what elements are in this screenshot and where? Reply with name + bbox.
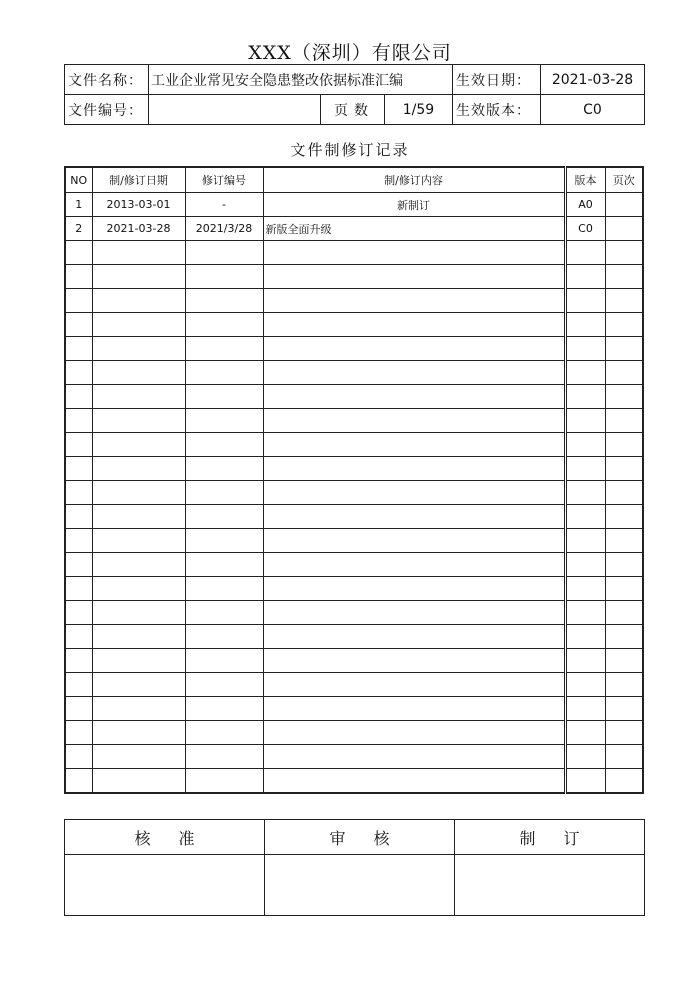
cell-content: [263, 337, 565, 361]
cell-date: [92, 625, 185, 649]
cell-page: [605, 217, 643, 241]
table-row: [65, 553, 643, 577]
cell-page: [605, 697, 643, 721]
company-title: XXX（深圳）有限公司: [248, 42, 452, 64]
cell-version: [565, 649, 605, 673]
cell-page: [605, 673, 643, 697]
cell-number: [185, 673, 263, 697]
cell-date: [92, 697, 185, 721]
cell-content: [263, 481, 565, 505]
table-row: [65, 457, 643, 481]
cell-no: [65, 481, 92, 505]
cell-content: [263, 361, 565, 385]
cell-content: [263, 769, 565, 794]
col-header-number: 修订编号: [185, 167, 263, 193]
col-header-content: 制/修订内容: [263, 167, 565, 193]
approve-label: 核准: [65, 820, 265, 855]
cell-number: 2021/3/28: [185, 217, 263, 241]
cell-content: [263, 313, 565, 337]
cell-version: [565, 457, 605, 481]
cell-content: [263, 745, 565, 769]
cell-content: [263, 625, 565, 649]
cell-number: [185, 433, 263, 457]
cell-no: [65, 505, 92, 529]
version-label: 生效版本：: [453, 95, 541, 125]
cell-date: [92, 457, 185, 481]
table-row: [65, 529, 643, 553]
cell-version: [565, 601, 605, 625]
table-row: [65, 313, 643, 337]
cell-version: [565, 289, 605, 313]
cell-date: [92, 673, 185, 697]
cell-version: [565, 553, 605, 577]
cell-no: [65, 625, 92, 649]
effective-date-value: 2021-03-28: [541, 65, 645, 95]
table-row: [65, 433, 643, 457]
cell-version: [565, 481, 605, 505]
table-row: [65, 649, 643, 673]
cell-content: [263, 649, 565, 673]
cell-number: [185, 721, 263, 745]
pages-value: 1/59: [385, 95, 453, 125]
col-header-no: NO: [65, 167, 92, 193]
table-row: [65, 217, 643, 241]
cell-page: [605, 481, 643, 505]
cell-version: [565, 625, 605, 649]
col-header-version: 版本: [565, 167, 605, 193]
cell-page: [605, 529, 643, 553]
cell-number: [185, 577, 263, 601]
cell-page: [605, 313, 643, 337]
cell-date: [92, 265, 185, 289]
cell-date: [92, 289, 185, 313]
cell-date: [92, 337, 185, 361]
cell-content: [263, 721, 565, 745]
table-row: [65, 745, 643, 769]
cell-no: [65, 721, 92, 745]
cell-number: [185, 337, 263, 361]
cell-no: [65, 289, 92, 313]
table-row: [65, 697, 643, 721]
cell-version: [565, 673, 605, 697]
cell-number: [185, 265, 263, 289]
cell-version: [565, 313, 605, 337]
cell-page: [605, 337, 643, 361]
cell-content: [263, 265, 565, 289]
cell-no: [65, 433, 92, 457]
effective-date-label: 生效日期：: [453, 65, 541, 95]
document-info-table: [64, 64, 645, 95]
approve-signature-cell[interactable]: [65, 855, 265, 916]
cell-content: [263, 289, 565, 313]
cell-version: [565, 409, 605, 433]
cell-page: [605, 601, 643, 625]
table-row: [65, 385, 643, 409]
table-row: [65, 601, 643, 625]
cell-number: [185, 745, 263, 769]
file-name-value: 工业企业常见安全隐患整改依据标准汇编: [149, 65, 453, 95]
cell-number: [185, 625, 263, 649]
signature-table: [64, 819, 645, 916]
cell-content: [263, 457, 565, 481]
pages-label: 页数: [321, 95, 385, 125]
cell-version: A0: [565, 193, 605, 217]
cell-no: [65, 385, 92, 409]
cell-date: [92, 649, 185, 673]
cell-number: [185, 769, 263, 794]
cell-page: [605, 289, 643, 313]
cell-page: [605, 553, 643, 577]
cell-date: [92, 601, 185, 625]
cell-date: [92, 505, 185, 529]
table-row: [65, 289, 643, 313]
cell-version: [565, 769, 605, 794]
cell-no: [65, 361, 92, 385]
table-row: [65, 409, 643, 433]
cell-page: [605, 433, 643, 457]
cell-number: [185, 649, 263, 673]
cell-content: [263, 505, 565, 529]
cell-number: [185, 505, 263, 529]
cell-no: [65, 649, 92, 673]
cell-content: [263, 529, 565, 553]
cell-page: [605, 457, 643, 481]
cell-number: [185, 457, 263, 481]
cell-date: [92, 241, 185, 265]
cell-date: [92, 481, 185, 505]
table-row: [65, 481, 643, 505]
cell-version: C0: [565, 217, 605, 241]
cell-page: [605, 265, 643, 289]
cell-content: [263, 577, 565, 601]
cell-no: [65, 313, 92, 337]
cell-page: [605, 193, 643, 217]
cell-page: [605, 769, 643, 794]
cell-content: [263, 241, 565, 265]
cell-version: [565, 505, 605, 529]
table-row: [65, 361, 643, 385]
cell-version: [565, 433, 605, 457]
cell-date: 2013-03-01: [92, 193, 185, 217]
cell-version: [565, 385, 605, 409]
cell-version: [565, 529, 605, 553]
cell-date: [92, 529, 185, 553]
cell-no: 1: [65, 193, 92, 217]
cell-version: [565, 697, 605, 721]
cell-content: [263, 601, 565, 625]
cell-number: [185, 409, 263, 433]
cell-date: 2021-03-28: [92, 217, 185, 241]
cell-no: [65, 577, 92, 601]
cell-date: [92, 313, 185, 337]
prepare-signature-cell[interactable]: [455, 855, 645, 916]
cell-date: [92, 361, 185, 385]
cell-no: [65, 673, 92, 697]
cell-content: [263, 409, 565, 433]
cell-page: [605, 241, 643, 265]
table-row: [65, 769, 643, 794]
table-row: [65, 505, 643, 529]
cell-no: [65, 601, 92, 625]
table-row: [65, 673, 643, 697]
cell-no: [65, 553, 92, 577]
cell-number: [185, 241, 263, 265]
cell-page: [605, 361, 643, 385]
cell-no: 2: [65, 217, 92, 241]
cell-number: [185, 385, 263, 409]
cell-date: [92, 769, 185, 794]
cell-date: [92, 385, 185, 409]
cell-version: [565, 265, 605, 289]
cell-version: [565, 361, 605, 385]
cell-page: [605, 385, 643, 409]
cell-no: [65, 241, 92, 265]
review-signature-cell[interactable]: [265, 855, 455, 916]
cell-content: [263, 385, 565, 409]
cell-no: [65, 337, 92, 361]
cell-no: [65, 457, 92, 481]
cell-number: [185, 529, 263, 553]
cell-page: [605, 505, 643, 529]
col-header-page: 页次: [605, 167, 643, 193]
cell-content: [263, 697, 565, 721]
table-row: [65, 577, 643, 601]
table-row: [65, 241, 643, 265]
cell-date: [92, 721, 185, 745]
cell-date: [92, 553, 185, 577]
cell-no: [65, 529, 92, 553]
cell-no: [65, 745, 92, 769]
col-header-date: 制/修订日期: [92, 167, 185, 193]
cell-page: [605, 721, 643, 745]
cell-version: [565, 745, 605, 769]
cell-number: [185, 361, 263, 385]
review-label: 审核: [265, 820, 455, 855]
cell-date: [92, 433, 185, 457]
revision-record-table: [64, 166, 644, 794]
cell-date: [92, 745, 185, 769]
cell-number: [185, 697, 263, 721]
cell-content: [263, 553, 565, 577]
cell-page: [605, 649, 643, 673]
cell-page: [605, 745, 643, 769]
file-no-label: 文件编号：: [65, 95, 149, 125]
cell-no: [65, 769, 92, 794]
document-info-table-row2: [64, 94, 645, 125]
cell-content: [263, 433, 565, 457]
cell-version: [565, 337, 605, 361]
version-value: C0: [541, 95, 645, 125]
file-no-value: [149, 95, 321, 125]
table-row: [65, 625, 643, 649]
cell-version: [565, 721, 605, 745]
cell-page: [605, 625, 643, 649]
table-header-row: [65, 167, 643, 193]
cell-number: [185, 601, 263, 625]
file-name-label: 文件名称：: [65, 65, 149, 95]
prepare-label: 制订: [455, 820, 645, 855]
cell-page: [605, 577, 643, 601]
table-row: [65, 721, 643, 745]
cell-content: 新版全面升级: [263, 217, 565, 241]
cell-content: [263, 673, 565, 697]
cell-date: [92, 577, 185, 601]
cell-version: [565, 241, 605, 265]
cell-number: [185, 313, 263, 337]
cell-page: [605, 409, 643, 433]
cell-number: -: [185, 193, 263, 217]
cell-number: [185, 289, 263, 313]
cell-no: [65, 697, 92, 721]
cell-no: [65, 409, 92, 433]
section-title: 文件制修订记录: [290, 141, 410, 159]
table-row: [65, 193, 643, 217]
table-row: [65, 337, 643, 361]
cell-content: 新制订: [263, 193, 565, 217]
table-row: [65, 265, 643, 289]
cell-date: [92, 409, 185, 433]
cell-no: [65, 265, 92, 289]
cell-version: [565, 577, 605, 601]
cell-number: [185, 481, 263, 505]
cell-number: [185, 553, 263, 577]
